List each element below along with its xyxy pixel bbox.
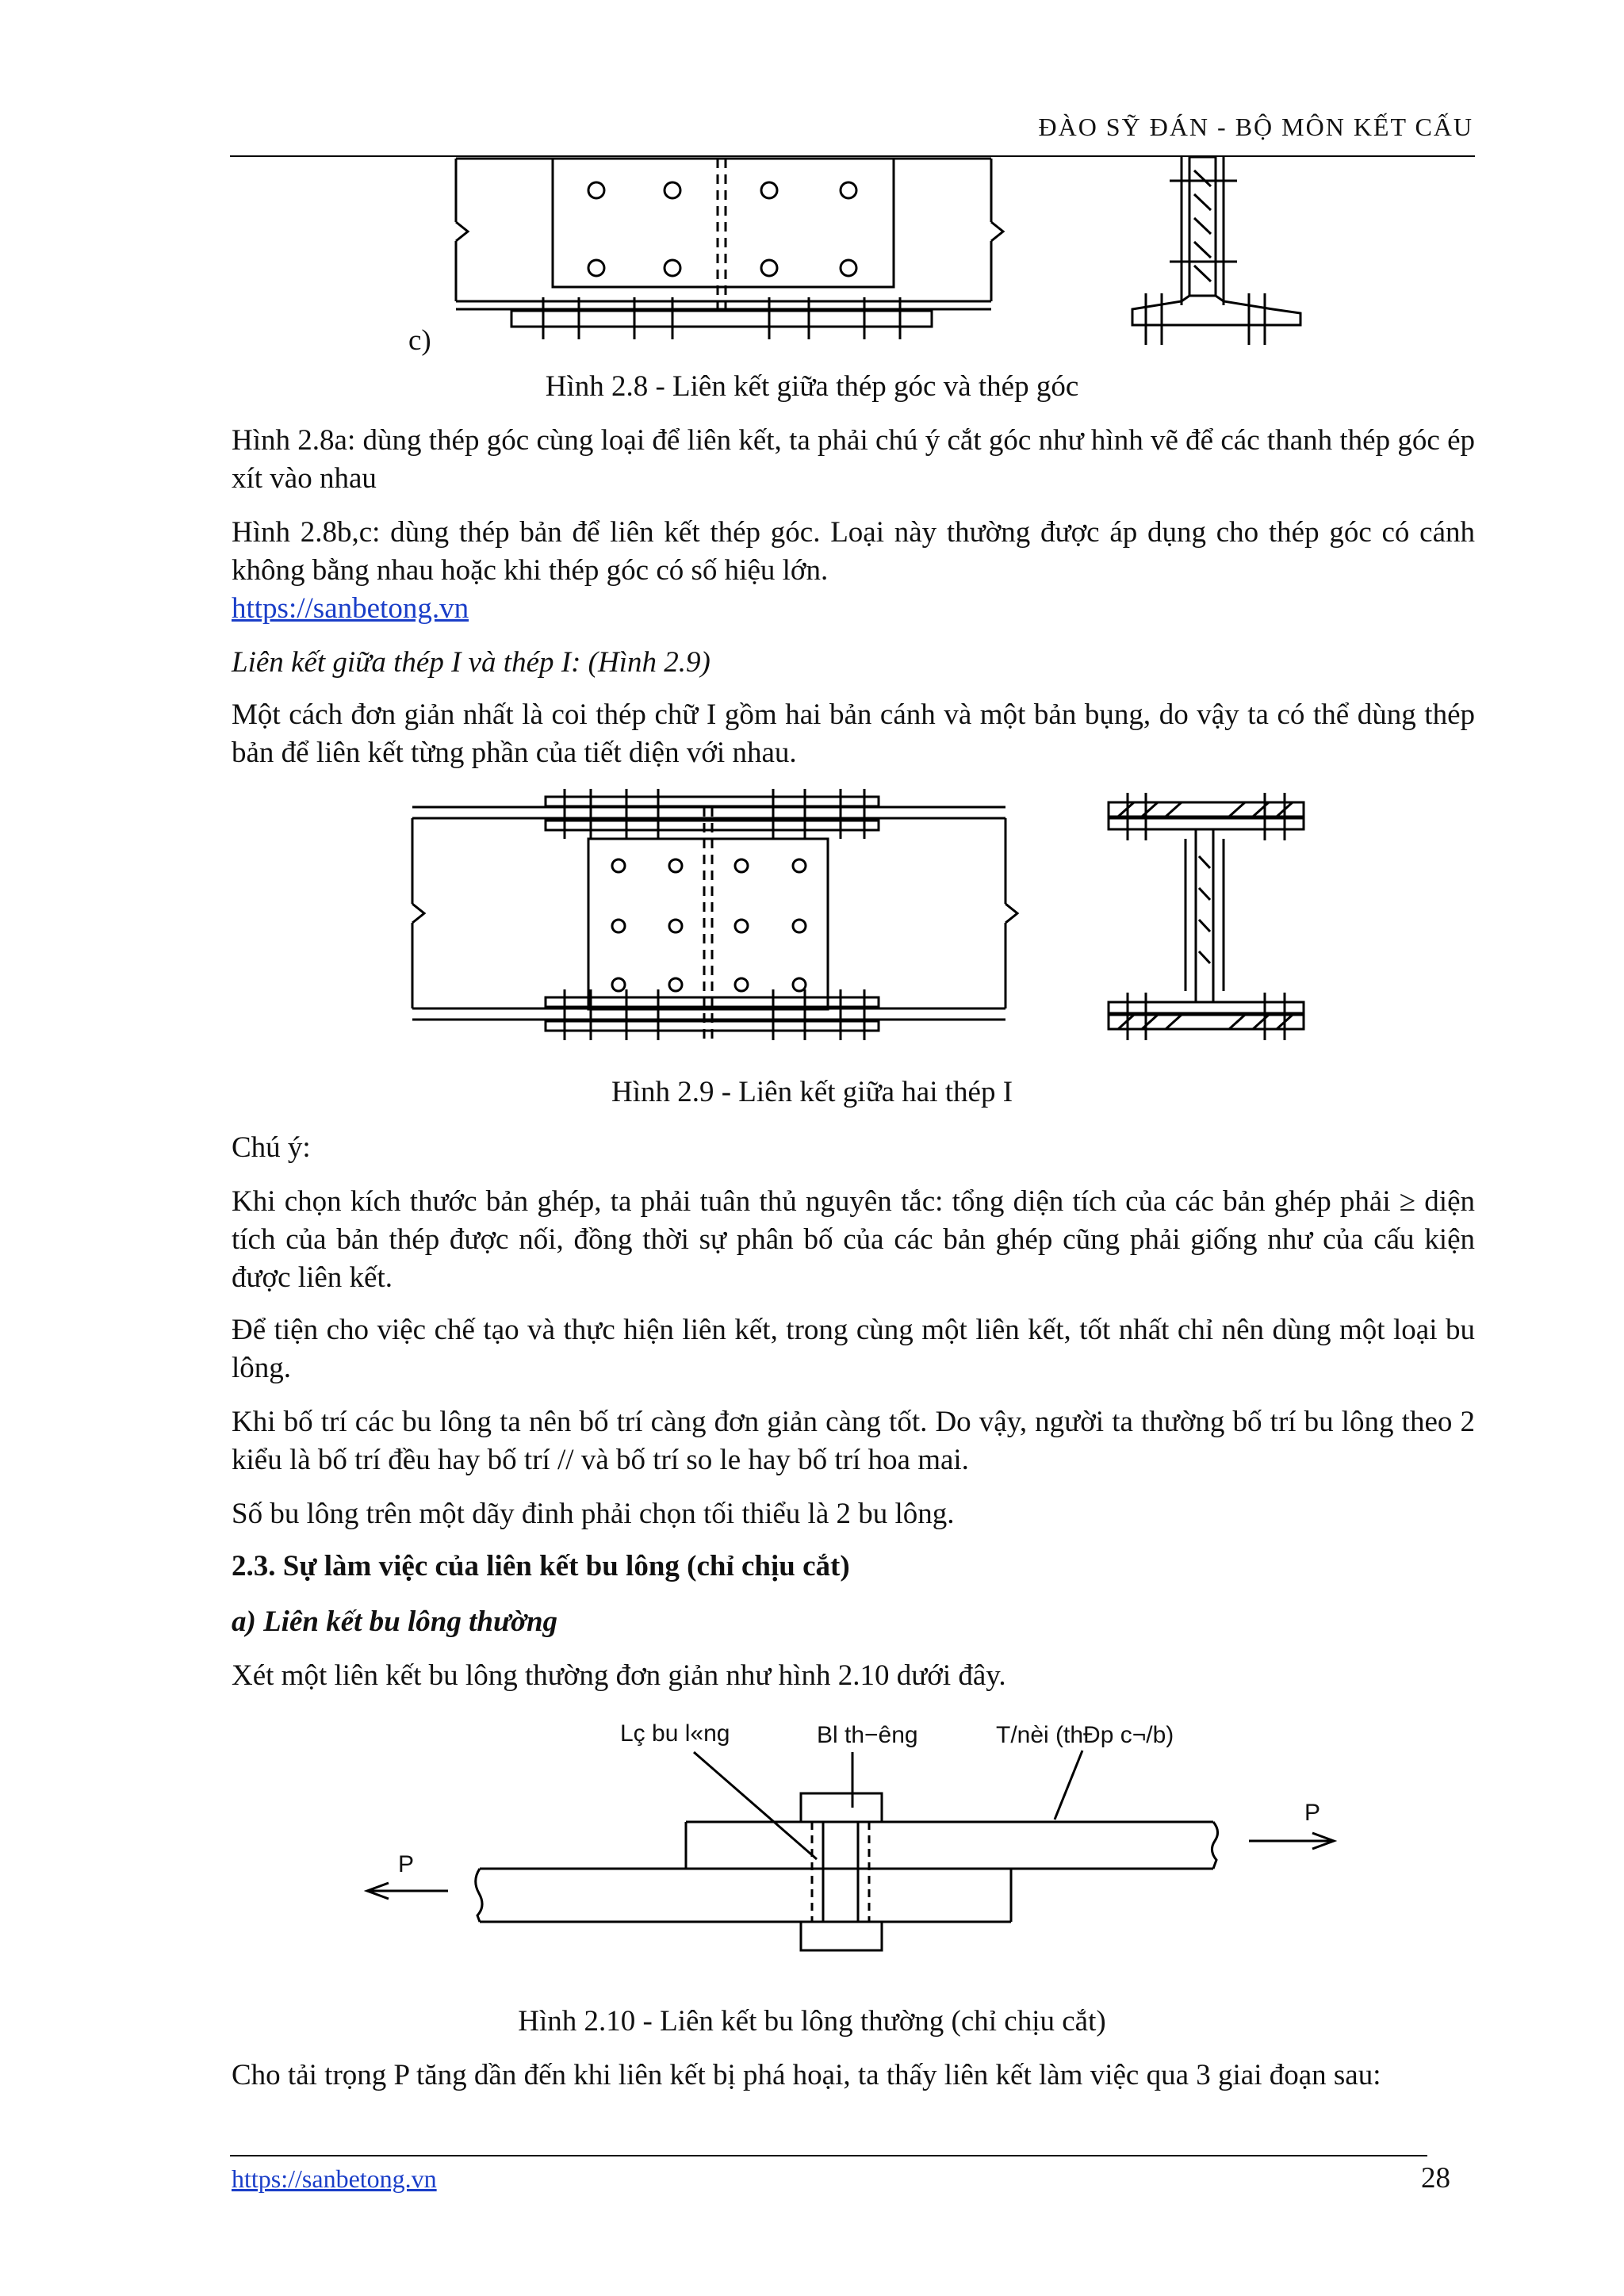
figure-2-8-caption: Hình 2.8 - Liên kết giữa thép góc và thép góc [545, 370, 1079, 403]
paragraph-min-bolts: Số bu lông trên một dãy đinh phải chọn tối thiểu là 2 bu lông. [232, 1498, 955, 1530]
paragraph-splice-area: Khi chọn kích thước bản ghép, ta phải tuân thủ nguyên tắc: tổng diện tích của các bản ghép phải ≥ diện tích của bản thép được nối, đồng thời sự phân bố của các bản ghép cũng phải giống như của cấu kiện được liên kết. [232, 1185, 1475, 1294]
inline-link[interactable]: https://sanbetong.vn [232, 592, 469, 625]
paragraph-fig-2-10-intro: Xét một liên kết bu lông thường đơn giản như hình 2.10 dưới đây. [232, 1659, 1006, 1692]
label-ordinary-bolt: Bl th−êng [817, 1722, 918, 1748]
section-heading: 2.3. Sự làm việc của liên kết bu lông (chỉ chịu cắt) [232, 1550, 850, 1582]
paragraph-2-8a: Hình 2.8a: dùng thép góc cùng loại để liên kết, ta phải chú ý cắt góc như hình vẽ để các thanh thép góc ép xít vào nhau [232, 424, 1475, 495]
page-number: 28 [1421, 2162, 1450, 2195]
figure-2-8-sublabel: c) [408, 324, 431, 357]
label-force-left: P [398, 1851, 415, 1877]
label-bolt-hole: Lç bu l«ng [620, 1720, 730, 1747]
label-splice-plate: T/nèi (thÐp c¬/b) [996, 1722, 1174, 1748]
figure-2-9-caption: Hình 2.9 - Liên kết giữa hai thép I [611, 1076, 1013, 1108]
label-force-right: P [1304, 1800, 1321, 1826]
paragraph-bolt-layout: Khi bố trí các bu lông ta nên bố trí càng đơn giản càng tốt. Do vậy, người ta thường bố trí bu lông theo 2 kiểu là bố trí đều hay bố trí // và bố trí so le hay bố trí hoa mai. [232, 1406, 1475, 1476]
figure-2-10-caption: Hình 2.10 - Liên kết bu lông thường (chỉ chịu cắt) [518, 2005, 1106, 2038]
footer-rule [230, 2155, 1427, 2156]
italic-heading-i-beam: Liên kết giữa thép I và thép I: (Hình 2.9) [232, 646, 710, 679]
paragraph-bolt-type: Để tiện cho việc chế tạo và thực hiện liên kết, trong cùng một liên kết, tốt nhất chỉ nên dùng một loại bu lông. [232, 1314, 1475, 1384]
paragraph-load-stages: Cho tải trọng P tăng dần đến khi liên kết bị phá hoại, ta thấy liên kết làm việc qua 3 giai đoạn sau: [232, 2059, 1381, 2091]
footer-link[interactable]: https://sanbetong.vn [232, 2164, 437, 2193]
paragraph-2-8bc: Hình 2.8b,c: dùng thép bản để liên kết thép góc. Loại này thường được áp dụng cho thép góc có cánh không bằng nhau hoặc khi thép góc có số hiệu lớn. [232, 516, 1475, 587]
running-header: ĐÀO SỸ ĐÁN - BỘ MÔN KẾT CẤU [1038, 113, 1473, 141]
paragraph-i-beam: Một cách đơn giản nhất là coi thép chữ I gồm hai bản cánh và một bản bụng, do vậy ta có thể dùng thép bản để liên kết từng phần của tiết diện với nhau. [232, 698, 1475, 769]
subsection-heading: a) Liên kết bu lông thường [232, 1605, 558, 1638]
note-label: Chú ý: [232, 1131, 311, 1164]
